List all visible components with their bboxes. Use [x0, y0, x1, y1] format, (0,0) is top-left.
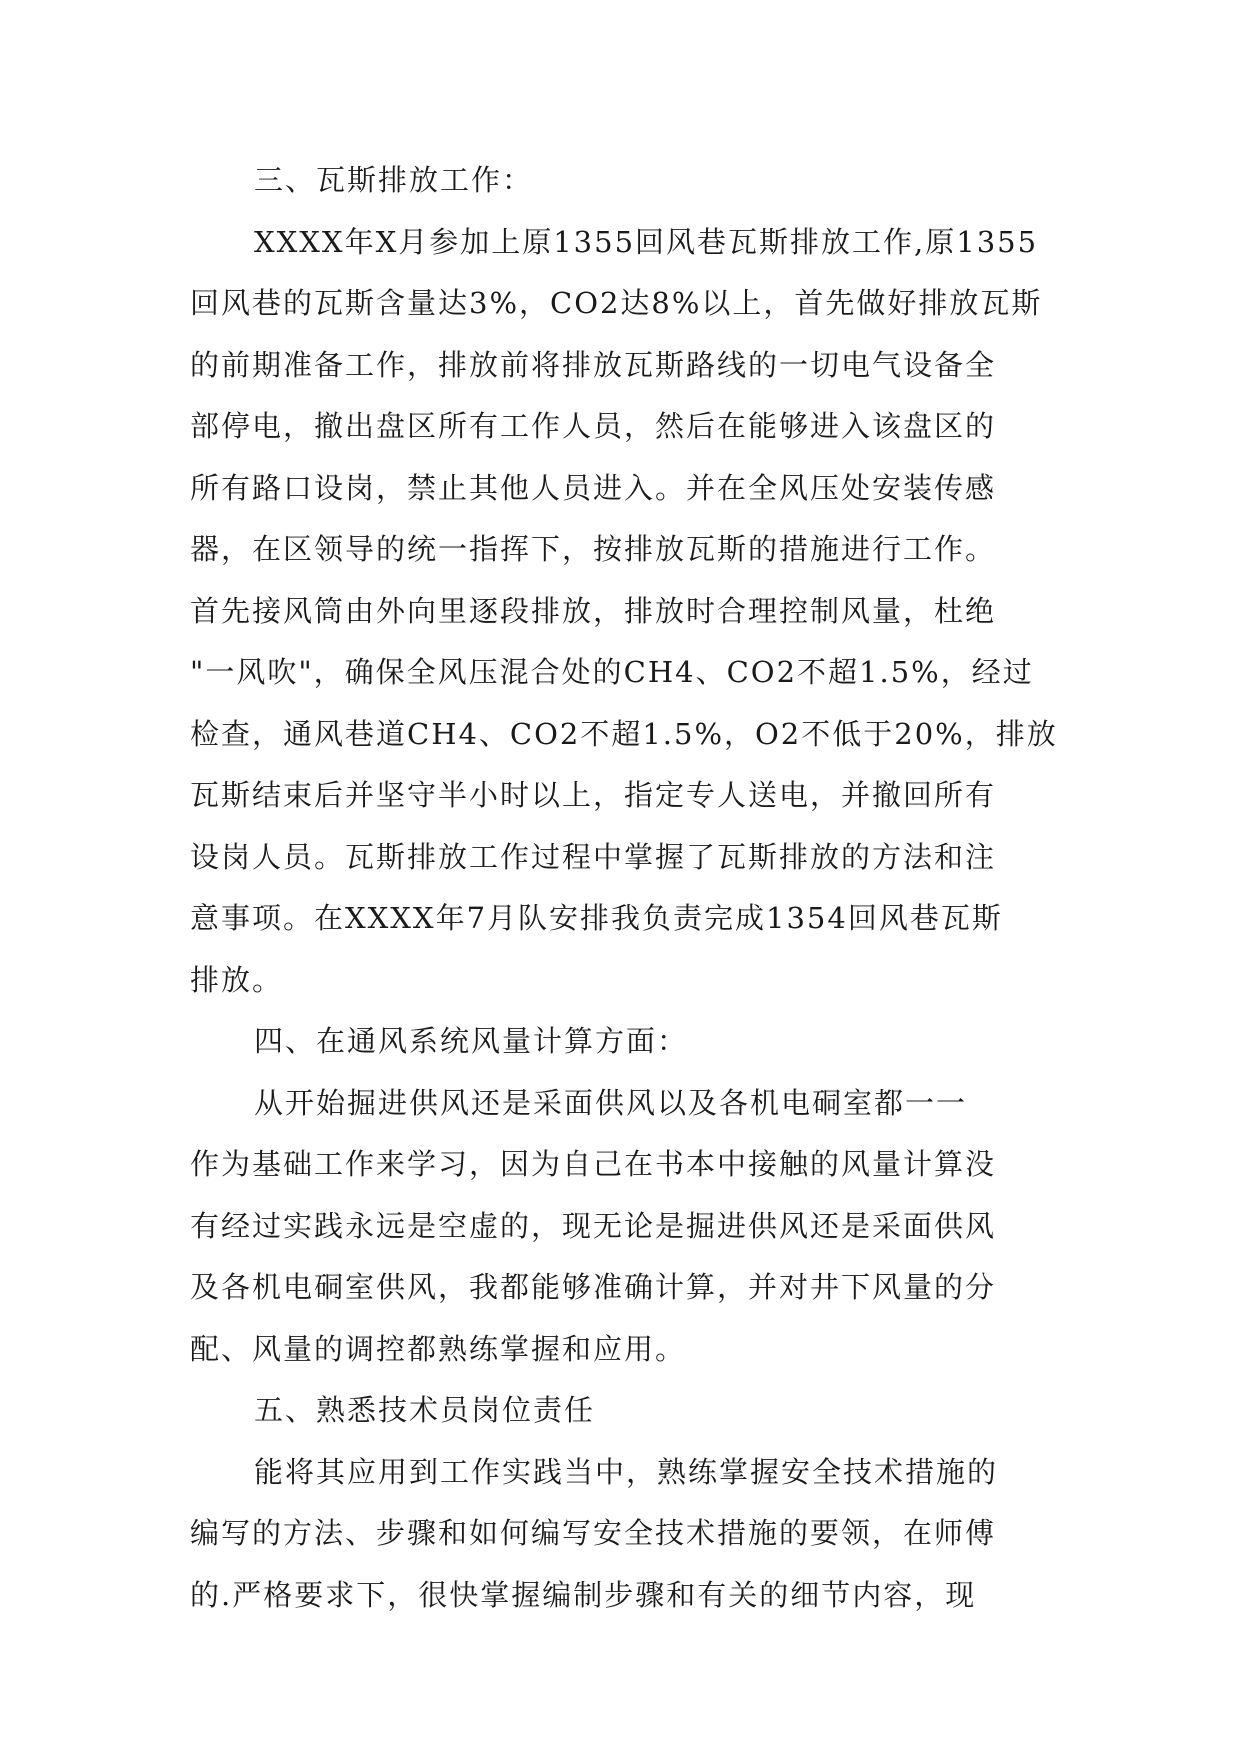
paragraph-line: 编写的方法、步骤和如何编写安全技术措施的要领，在师傅	[190, 1516, 997, 1550]
paragraph-line: 配、风量的调控都熟练掌握和应用。	[190, 1331, 687, 1366]
paragraph-line: 部停电，撤出盘区所有工作人员，然后在能够进入该盘区的	[190, 409, 997, 443]
section-heading-gas-discharge: 三、瓦斯排放工作：	[254, 163, 534, 197]
paragraph-line: 的.严格要求下，很快掌握编制步骤和有关的细节内容，现	[190, 1577, 977, 1612]
paragraph-line: 首先接风筒由外向里逐段排放，排放时合理控制风量，杜绝	[190, 593, 997, 628]
paragraph-line: 器，在区领导的统一指挥下，按排放瓦斯的措施进行工作。	[190, 532, 997, 566]
paragraph-line: 及各机电硐室供风，我都能够准确计算，并对井下风量的分	[190, 1270, 997, 1304]
paragraph-line: 能将其应用到工作实践当中，熟练掌握安全技术措施的	[254, 1454, 999, 1489]
paragraph-line: "一风吹"，确保全风压混合处的CH4、CO2不超1.5%，经过	[190, 655, 1034, 689]
paragraph-line: 检查，通风巷道CH4、CO2不超1.5%，O2不低于20%，排放	[190, 716, 1058, 751]
paragraph-line: 的前期准备工作，排放前将排放瓦斯路线的一切电气设备全	[190, 347, 997, 382]
paragraph-line: 作为基础工作来学习，因为自己在书本中接触的风量计算没	[190, 1147, 997, 1181]
paragraph-line: 设岗人员。瓦斯排放工作过程中掌握了瓦斯排放的方法和注	[190, 839, 997, 874]
document-body	[190, 150, 1058, 1626]
paragraph-line: 有经过实践永远是空虚的，现无论是掘进供风还是采面供风	[190, 1208, 997, 1243]
paragraph-line: 回风巷的瓦斯含量达3%，CO2达8%以上，首先做好排放瓦斯	[190, 286, 1043, 320]
paragraph-line: XXXX年X月参加上原1355回风巷瓦斯排放工作,原1355	[254, 224, 1039, 259]
paragraph-line: 排放。	[190, 962, 284, 997]
paragraph-line: 从开始掘进供风还是采面供风以及各机电硐室都一一	[254, 1085, 968, 1120]
paragraph-line: 所有路口设岗，禁止其他人员进入。并在全风压处安装传感	[190, 470, 997, 505]
paragraph-line: 意事项。在XXXX年7月队安排我负责完成1354回风巷瓦斯	[190, 901, 1003, 935]
paragraph-line: 瓦斯结束后并坚守半小时以上，指定专人送电，并撤回所有	[190, 778, 997, 812]
section-heading-technician-duties: 五、熟悉技术员岗位责任	[254, 1393, 596, 1427]
section-heading-ventilation-calculation: 四、在通风系统风量计算方面：	[254, 1024, 689, 1058]
